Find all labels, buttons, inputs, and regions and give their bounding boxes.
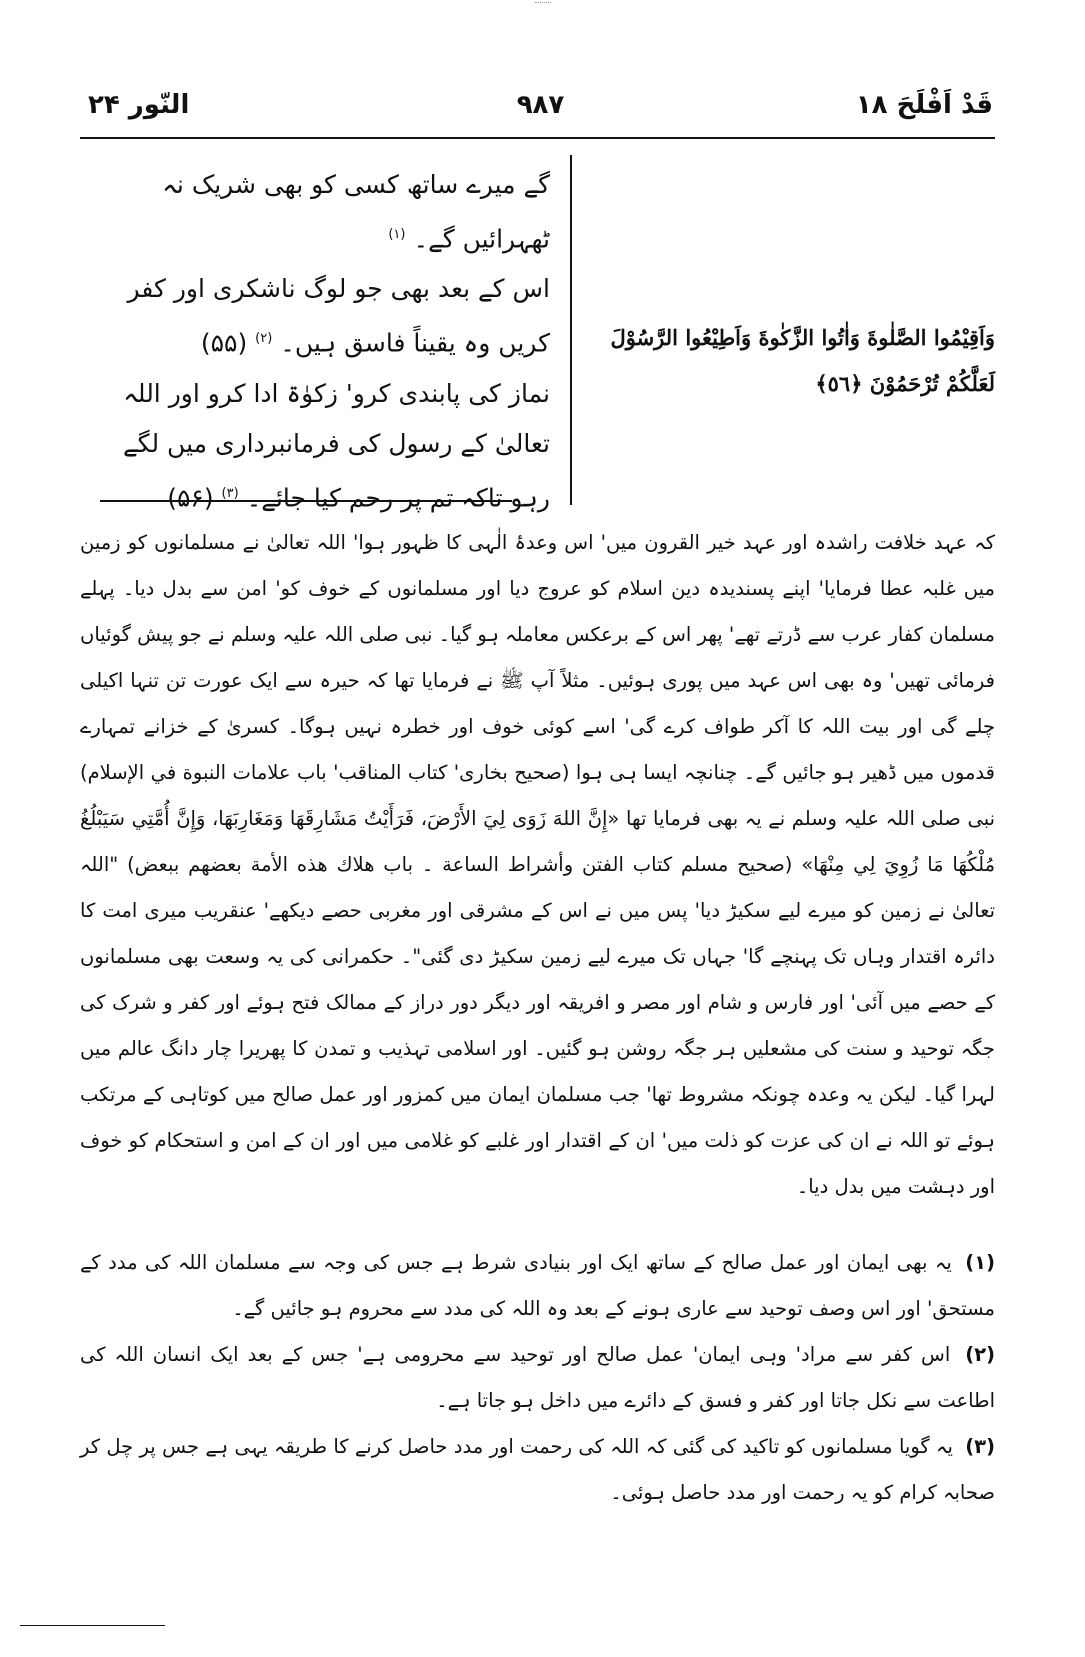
commentary-paragraph: کہ عہد خلافت راشدہ اور عہد خیر القرون میں' اس وعدۂ الٰہی کا ظہور ہوا' اللہ تعالیٰ نے مسلمانوں کو زمین میں غلبہ عطا فرمایا' اپنے پسندیدہ دین اسلام کو عروج دیا اور مسلمانوں کے خوف کو' امن سے بدل دیا۔ پہلے مسلمان کفار عرب سے ڈرتے تھے' پھر اس کے برعکس معاملہ ہو گیا۔ نبی صلی اللہ علیہ وسلم نے جو پیش گوئیاں فرمائی تھیں' وہ بھی اس عہد میں پوری ہوئیں۔ مثلاً آپ ﷺ نے فرمایا تھا کہ حیرہ سے ایک عورت تن تنہا اکیلی چلے گی اور بیت اللہ کا آکر طواف کرے گی' اسے کوئی خوف اور خطرہ نہیں ہوگا۔ کسریٰ کے خزانے تمہارے قدموں میں ڈھیر ہو جائیں گے۔ چنانچہ ایسا ہی ہوا (صحیح بخاری' کتاب المناقب' باب علامات النبوة في الإسلام) نبی صلی اللہ علیہ وسلم نے یہ بھی فرمایا تھا «إِنَّ اللهَ زَوَى لِيَ الأَرْضَ، فَرَأَيْتُ مَشَارِقَهَا وَمَغَارِبَهَا، وَإِنَّ أُمَّتِي سَيَبْلُغُ مُلْكُهَا مَا زُوِيَ لِي مِنْهَا» (صحیح مسلم کتاب الفتن وأشراط الساعة ۔ باب هلاك هذه الأمة بعضهم ببعض) "اللہ تعالیٰ نے زمین کو میرے لیے سکیڑ دیا' پس میں نے اس کے مشرقی اور مغربی حصے دیکھے' عنقریب میری امت کا دائرہ اقتدار وہاں تک پہنچے گا' جہاں تک میرے لیے زمین سکیڑ دی گئی"۔ حکمرانی کی یہ وسعت بھی مسلمانوں کے حصے میں آئی' اور فارس و شام اور مصر و افریقہ اور دیگر دور دراز کے ممالک فتح ہوئے اور کفر و شرک کی جگہ توحید و سنت کی مشعلیں ہر جگہ روشن ہو گئیں۔ اور اسلامی تہذیب و تمدن کا پھریرا چار دانگ عالم میں لہرا گیا۔ لیکن یہ وعدہ چونکہ مشروط تھا' جب مسلمان ایمان میں کمزور اور عمل صالح میں کوتاہی کے مرتکب ہوئے تو اللہ نے ان کی عزت کو ذلت میں' ان کے اقتدار اور غلبے کو غلامی میں اور ان کے امن و استحکام کو خوف اور دہشت میں بدل دیا۔ (80, 531, 996, 1198)
citation: (صحیح بخاری' کتاب المناقب' باب علامات النبوة في الإسلام) (80, 761, 570, 784)
translation-column (80, 160, 550, 523)
header-divider (80, 137, 995, 139)
footnote-ref: (۳) (221, 485, 239, 501)
surah-title: النّور ۲۴ (88, 90, 190, 120)
footnote-ref: (۲) (255, 331, 273, 347)
ayah-number: (۵۶) (167, 482, 214, 512)
bottom-divider (20, 1625, 165, 1626)
citation: (صحیح مسلم کتاب الفتن وأشراط الساعة ۔ باب هلاك هذه الأمة بعضهم ببعض) (127, 853, 793, 876)
hadith-quote: «إِنَّ اللهَ زَوَى لِيَ الأَرْضَ، فَرَأَيْتُ مَشَارِقَهَا وَمَغَارِبَهَا، وَإِنَّ أُمَّتِي سَيَبْلُغُ مُلْكُهَا مَا زُوِيَ لِي مِنْهَا» (80, 807, 996, 876)
page-top-mark (535, 2, 551, 4)
footnotes (80, 1240, 995, 1516)
footnote-ref: (۱) (388, 227, 406, 242)
page-header (88, 82, 993, 132)
footnote-number: (۲) (965, 1343, 996, 1366)
page-number: ۹۸۷ (516, 90, 565, 120)
footnote-number: (۳) (965, 1435, 995, 1458)
footnote-item: (۲) اس کفر سے مراد' وہی ایمان' عمل صالح اور توحید سے محرومی ہے' جس کے بعد ایک انسان اللہ کی اطاعت سے نکل جاتا اور کفر و فسق کے دائرے میں داخل ہو جاتا ہے۔ (80, 1343, 996, 1412)
juz-title: قَدْ اَفْلَحَ ۱۸ (855, 90, 993, 120)
arabic-verse-56: وَاَقِيْمُوا الصَّلٰوةَ وَاٰتُوا الزَّكٰوةَ وَاَطِيْعُوا الرَّسُوْلَ لَعَلَّكُمْ تُرْحَمُوْنَ ﴿٥٦﴾ (610, 325, 995, 396)
translation-line: اس کے بعد بھی جو لوگ ناشکری اور کفر کریں وہ یقیناً فاسق ہیں۔ $^{(۲)}$ (۵۵) (127, 274, 550, 358)
commentary-text (80, 520, 995, 1210)
footnote-number: (۱) (965, 1251, 995, 1274)
ayah-number: (۵۵) (200, 328, 248, 358)
footnote-item: (۱) یہ بھی ایمان اور عمل صالح کے ساتھ ایک اور بنیادی شرط ہے جس کی وجہ سے مسلمان اللہ کی مدد کے مستحق' اور اس وصف توحید سے عاری ہونے کے بعد وہ اللہ کی مدد سے محروم ہو جائیں گے۔ (80, 1251, 995, 1320)
column-divider (570, 155, 572, 505)
translation-line: نماز کی پابندی کرو' زکوٰۃ ادا کرو اور اللہ تعالیٰ کے رسول کی فرمانبرداری میں لگے رہو تاکہ تم پر رحم کیا جائے۔ $^{(۳)}$ (۵۶) (123, 378, 550, 512)
translation-line: گے میرے ساتھ کسی کو بھی شریک نہ ٹھہرائیں گے۔ $^{(۱)}$ (162, 170, 550, 254)
footnote-item: (۳) یہ گویا مسلمانوں کو تاکید کی گئی کہ اللہ کی رحمت اور مدد حاصل کرنے کا طریقہ یہی ہے جس پر چل کر صحابہ کرام کو یہ رحمت اور مدد حاصل ہوئی۔ (80, 1435, 995, 1504)
commentary-separator (100, 500, 512, 502)
